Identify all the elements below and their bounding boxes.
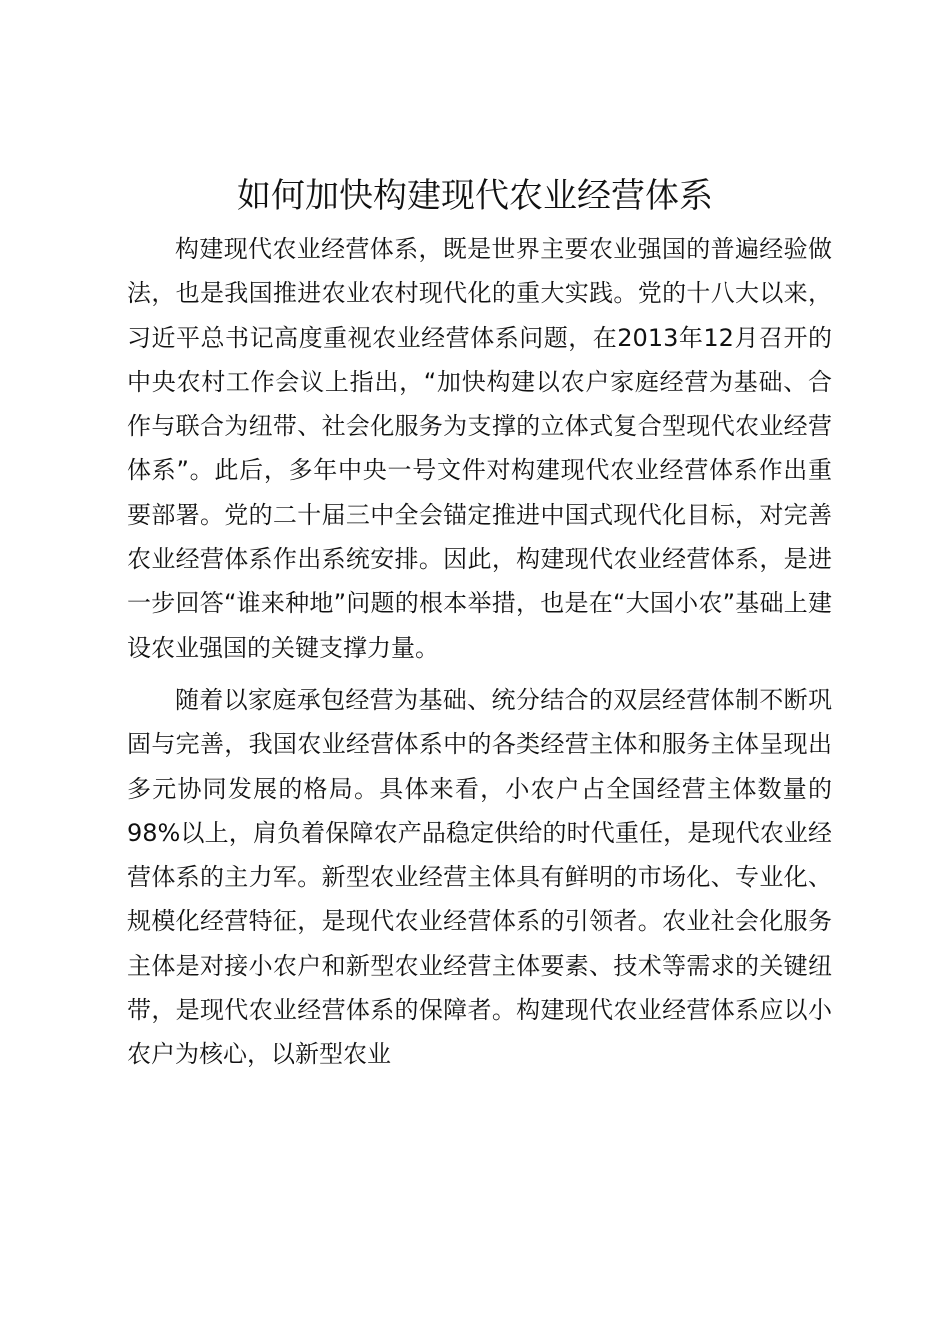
document-body (127, 227, 832, 1077)
paragraph-1: 构建现代农业经营体系，既是世界主要农业强国的普遍经验做法，也是我国推进农业农村现代化的重大实践。党的十八大以来，习近平总书记高度重视农业经营体系问题，在2013年12月召开的中央农村工作会议上指出，“加快构建以农户家庭经营为基础、合作与联合为纽带、社会化服务为支撑的立体式复合型现代农业经营体系”。此后，多年中央一号文件对构建现代农业经营体系作出重要部署。党的二十届三中全会锚定推进中国式现代化目标，对完善农业经营体系作出系统安排。因此，构建现代农业经营体系，是进一步回答“谁来种地”问题的根本举措，也是在“大国小农”基础上建设农业强国的关键支撑力量。 (127, 235, 832, 662)
document-title: 如何加快构建现代农业经营体系 (237, 176, 713, 216)
paragraph-2: 随着以家庭承包经营为基础、统分结合的双层经营体制不断巩固与完善，我国农业经营体系中的各类经营主体和服务主体呈现出多元协同发展的格局。具体来看，小农户占全国经营主体数量的98%以上，肩负着保障农产品稳定供给的时代重任，是现代农业经营体系的主力军。新型农业经营主体具有鲜明的市场化、专业化、规模化经营特征，是现代农业经营体系的引领者。农业社会化服务主体是对接小农户和新型农业经营主体要素、技术等需求的关键纽带，是现代农业经营体系的保障者。构建现代农业经营体系应以小农户为核心，以新型农业 (127, 685, 832, 1069)
